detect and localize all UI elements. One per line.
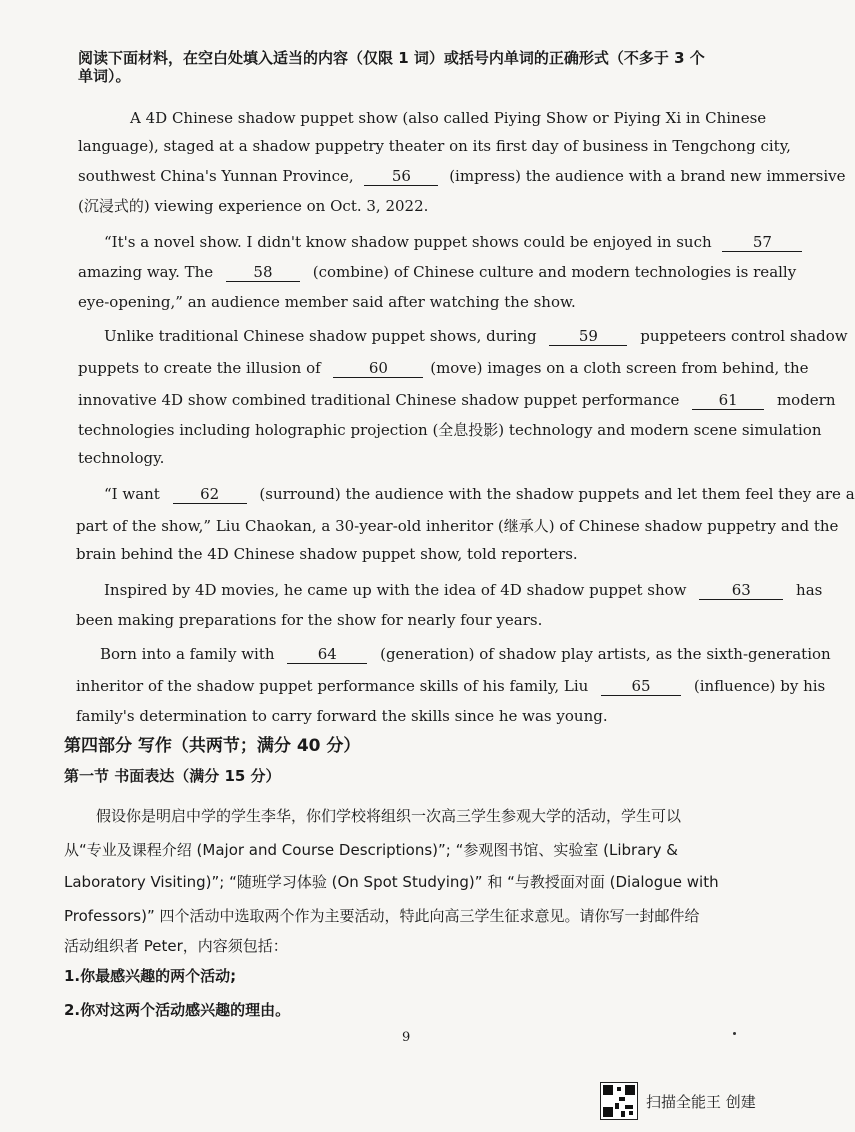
blank-63[interactable]: 63 bbox=[699, 581, 783, 600]
p6-line-1-a: Born into a family with bbox=[100, 645, 275, 663]
p3-line-5: technology. bbox=[78, 449, 165, 467]
p4-line-1 bbox=[104, 484, 855, 504]
p2-line-2-a: amazing way. The bbox=[78, 263, 214, 281]
qr-code-icon bbox=[600, 1082, 638, 1120]
instructions-line-2: 单词）。 bbox=[78, 67, 131, 85]
writing-line-1: 假设你是明启中学的学生李华，你们学校将组织一次高三学生参观大学的活动，学生可以 bbox=[96, 807, 682, 825]
p1-line-3-b: (impress) the audience with a brand new immersive bbox=[449, 167, 846, 185]
p3-line-3-b: modern bbox=[776, 391, 836, 409]
requirement-item-2: 2.你对这两个活动感兴趣的理由。 bbox=[64, 1001, 291, 1019]
p5-line-1-a: Inspired by 4D movies, he came up with the idea of 4D shadow puppet show bbox=[104, 581, 687, 599]
p3-line-4: technologies including holographic projection (全息投影) technology and modern scene simulation bbox=[78, 421, 822, 439]
writing-line-5: 活动组织者 Peter，内容须包括： bbox=[64, 937, 288, 955]
p4-line-3: brain behind the 4D Chinese shadow puppet show, told reporters. bbox=[76, 545, 578, 563]
blank-56[interactable]: 56 bbox=[364, 167, 438, 186]
p4-line-1-a: “I want bbox=[104, 485, 160, 503]
p5-line-1 bbox=[104, 580, 822, 600]
p3-line-2 bbox=[78, 358, 809, 378]
p2-line-2 bbox=[78, 262, 796, 282]
p3-line-3 bbox=[78, 390, 836, 410]
blank-59[interactable]: 59 bbox=[549, 327, 627, 346]
part-four-title: 第四部分 写作（共两节；满分 40 分） bbox=[64, 736, 361, 756]
p1-line-2: language), staged at a shadow puppetry theater on its first day of business in Tengchong city, bbox=[78, 137, 791, 155]
scan-speck bbox=[733, 1032, 736, 1035]
p6-line-2 bbox=[76, 676, 825, 696]
p5-line-1-b: has bbox=[796, 581, 823, 599]
p4-line-2: part of the show,” Liu Chaokan, a 30-year-old inheritor (继承人) of Chinese shadow puppetry and the bbox=[76, 517, 839, 535]
writing-line-3: Laboratory Visiting)”; “随班学习体验 (On Spot Studying)” 和 “与教授面对面 (Dialogue with bbox=[64, 873, 719, 891]
p3-line-2-b: (move) images on a cloth screen from behind, the bbox=[430, 359, 809, 377]
p2-line-3: eye-opening,” an audience member said after watching the show. bbox=[78, 293, 576, 311]
page-number: 9 bbox=[402, 1030, 411, 1045]
p6-line-1 bbox=[100, 644, 831, 664]
blank-64[interactable]: 64 bbox=[287, 645, 367, 664]
p4-line-1-b: (surround) the audience with the shadow puppets and let them feel they are a bbox=[259, 485, 855, 503]
blank-62[interactable]: 62 bbox=[173, 485, 247, 504]
blank-65[interactable]: 65 bbox=[601, 677, 681, 696]
blank-57[interactable]: 57 bbox=[722, 233, 802, 252]
p3-line-3-a: innovative 4D show combined traditional Chinese shadow puppet performance bbox=[78, 391, 680, 409]
p1-line-1: A 4D Chinese shadow puppet show (also called Piying Show or Piying Xi in Chinese bbox=[130, 109, 767, 127]
p2-line-1-a: “It's a novel show. I didn't know shadow puppet shows could be enjoyed in such bbox=[104, 233, 712, 251]
p3-line-1 bbox=[104, 326, 848, 346]
p1-line-4: (沉浸式的) viewing experience on Oct. 3, 2022. bbox=[78, 197, 429, 215]
p6-line-2-b: (influence) by his bbox=[693, 677, 826, 695]
blank-60[interactable]: 60 bbox=[333, 359, 423, 378]
section-one-title: 第一节 书面表达（满分 15 分） bbox=[64, 767, 281, 785]
p6-line-2-a: inheritor of the shadow puppet performance skills of his family, Liu bbox=[76, 677, 589, 695]
p1-line-3-a: southwest China's Yunnan Province, bbox=[78, 167, 354, 185]
p2-line-1 bbox=[104, 232, 802, 252]
scanner-label: 扫描全能王 创建 bbox=[646, 1092, 756, 1111]
p3-line-2-a: puppets to create the illusion of bbox=[78, 359, 321, 377]
writing-line-2: 从“专业及课程介绍 (Major and Course Descriptions)”; “参观图书馆、实验室 (Library & bbox=[64, 841, 678, 859]
p2-line-2-b: (combine) of Chinese culture and modern technologies is really bbox=[312, 263, 797, 281]
p6-line-3: family's determination to carry forward the skills since he was young. bbox=[76, 707, 608, 725]
instructions-line-1: 阅读下面材料，在空白处填入适当的内容（仅限 1 词）或括号内单词的正确形式（不多于 3 个 bbox=[78, 49, 705, 67]
requirement-item-1: 1.你最感兴趣的两个活动; bbox=[64, 967, 237, 985]
blank-58[interactable]: 58 bbox=[226, 263, 300, 282]
p5-line-2: been making preparations for the show for nearly four years. bbox=[76, 611, 543, 629]
scanner-watermark bbox=[600, 1082, 756, 1120]
blank-61[interactable]: 61 bbox=[692, 391, 764, 410]
p3-line-1-a: Unlike traditional Chinese shadow puppet shows, during bbox=[104, 327, 537, 345]
p3-line-1-b: puppeteers control shadow bbox=[640, 327, 848, 345]
p1-line-3 bbox=[78, 166, 846, 186]
writing-line-4: Professors)” 四个活动中选取两个作为主要活动，特此向高三学生征求意见。请你写一封邮件给 bbox=[64, 907, 700, 925]
p6-line-1-b: (generation) of shadow play artists, as the sixth-generation bbox=[380, 645, 831, 663]
